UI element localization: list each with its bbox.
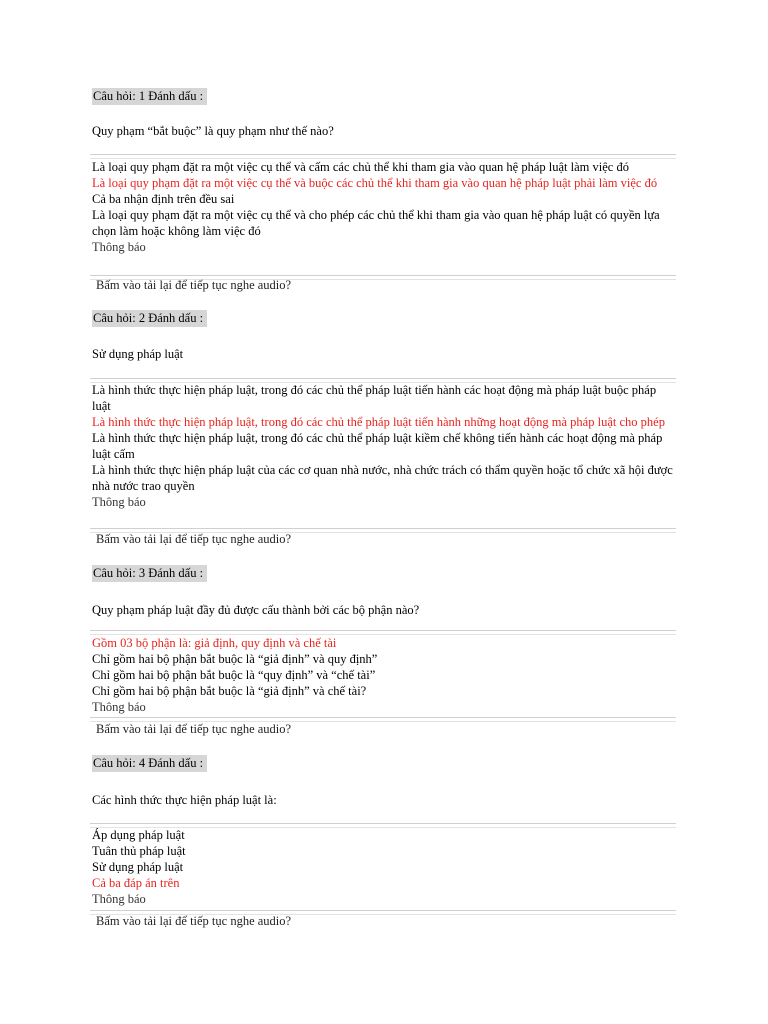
audio-reload-prompt[interactable]: Bấm vào tải lại để tiếp tục nghe audio? xyxy=(96,278,292,292)
answer-list xyxy=(92,159,676,255)
audio-reload-prompt[interactable]: Bấm vào tải lại để tiếp tục nghe audio? xyxy=(96,722,292,736)
question-header: Câu hỏi: 1 Đánh dấu : xyxy=(92,88,207,105)
answer-list xyxy=(92,827,676,907)
answer-option[interactable]: Chỉ gồm hai bộ phận bắt buộc là “quy định” và “chế tài” xyxy=(92,668,376,682)
answer-option[interactable]: Sử dụng pháp luật xyxy=(92,860,184,874)
question-header: Câu hỏi: 2 Đánh dấu : xyxy=(92,310,207,327)
question-block-1 xyxy=(92,88,676,292)
question-header: Câu hỏi: 3 Đánh dấu : xyxy=(92,565,207,582)
notice-label: Thông báo xyxy=(92,495,146,509)
question-text: Quy phạm “bắt buộc” là quy phạm như thế nào? xyxy=(92,124,334,138)
question-text: Các hình thức thực hiện pháp luật là: xyxy=(92,793,277,807)
answer-option[interactable]: Chỉ gồm hai bộ phận bắt buộc là “giả định” và chế tài? xyxy=(92,684,367,698)
audio-reload-prompt[interactable]: Bấm vào tải lại để tiếp tục nghe audio? xyxy=(96,914,292,928)
question-block-3 xyxy=(92,565,676,736)
answer-option[interactable]: Là loại quy phạm đặt ra một việc cụ thể và cấm các chủ thể khi tham gia vào quan hệ pháp luật làm việc đó xyxy=(92,160,629,174)
answer-list xyxy=(92,382,676,510)
answer-option[interactable]: Tuân thủ pháp luật xyxy=(92,844,186,858)
notice-label: Thông báo xyxy=(92,240,146,254)
question-block-4 xyxy=(92,755,676,928)
answer-option-correct[interactable]: Gồm 03 bộ phận là: giả định, quy định và chế tài xyxy=(92,636,337,650)
answer-list xyxy=(92,635,676,715)
question-text: Sử dụng pháp luật xyxy=(92,347,184,361)
answer-option[interactable]: Áp dụng pháp luật xyxy=(92,828,185,842)
answer-option[interactable]: Là hình thức thực hiện pháp luật, trong đó các chủ thể pháp luật kiềm chế không tiến hành các hoạt động mà pháp luật cấm xyxy=(92,431,663,461)
audio-reload-prompt[interactable]: Bấm vào tải lại để tiếp tục nghe audio? xyxy=(96,532,292,546)
answer-option-correct[interactable]: Cả ba đáp án trên xyxy=(92,876,180,890)
answer-option-correct[interactable]: Là hình thức thực hiện pháp luật, trong đó các chủ thể pháp luật tiến hành những hoạt động mà pháp luật cho phép xyxy=(92,415,665,429)
answer-option[interactable]: Chỉ gồm hai bộ phận bắt buộc là “giả định” và quy định” xyxy=(92,652,378,666)
answer-option[interactable]: Là hình thức thực hiện pháp luật của các cơ quan nhà nước, nhà chức trách có thẩm quyền hoặc tổ chức xã hội được nhà nước trao quyền xyxy=(92,463,673,493)
notice-label: Thông báo xyxy=(92,892,146,906)
answer-option-correct[interactable]: Là loại quy phạm đặt ra một việc cụ thể và buộc các chủ thể khi tham gia vào quan hệ pháp luật phải làm việc đó xyxy=(92,176,658,190)
notice-label: Thông báo xyxy=(92,700,146,714)
answer-option[interactable]: Là loại quy phạm đặt ra một việc cụ thể và cho phép các chủ thể khi tham gia vào quan hệ pháp luật có quyền lựa chọn làm hoặc không làm việc đó xyxy=(92,208,660,238)
question-block-2 xyxy=(92,310,676,546)
answer-option[interactable]: Cả ba nhận định trên đều sai xyxy=(92,192,235,206)
question-header: Câu hỏi: 4 Đánh dấu : xyxy=(92,755,207,772)
answer-option[interactable]: Là hình thức thực hiện pháp luật, trong đó các chủ thể pháp luật tiến hành các hoạt động mà pháp luật buộc pháp luật xyxy=(92,383,657,413)
question-text: Quy phạm pháp luật đầy đủ được cấu thành bởi các bộ phận nào? xyxy=(92,603,420,617)
